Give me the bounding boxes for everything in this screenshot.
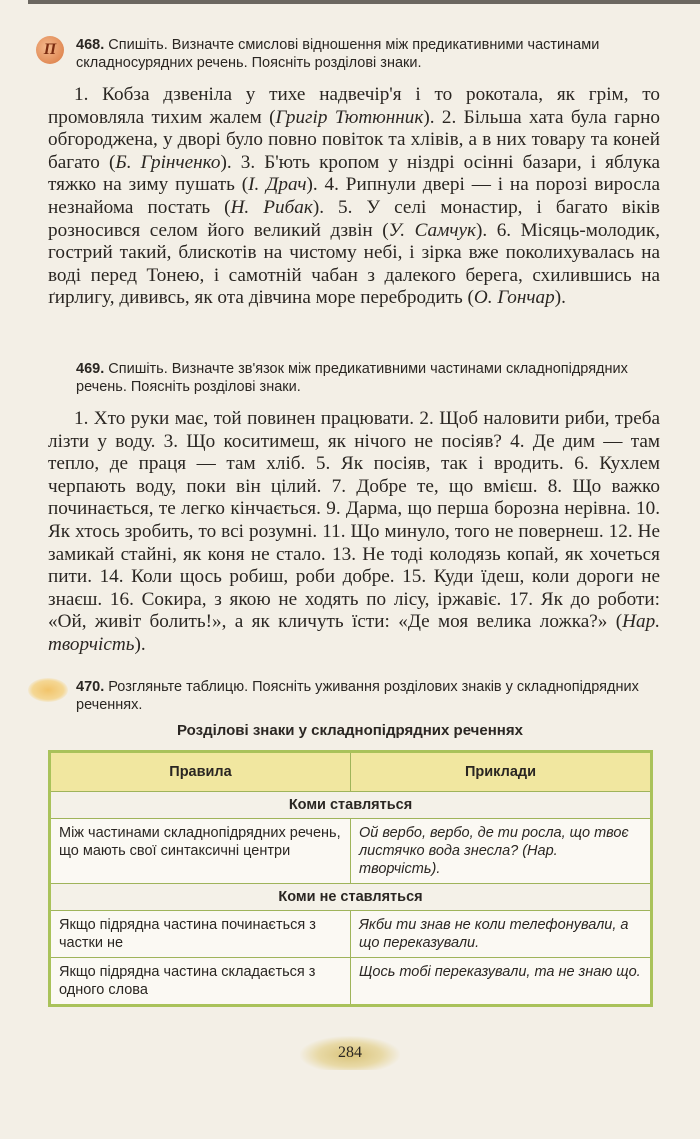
author: Н. Рибак	[230, 196, 313, 218]
exercise-instruction: Спишіть. Визначте зв'язок між предикативними частинами складнопідрядних речень. Поясніть розділові знаки.	[76, 361, 628, 395]
exercise-469	[28, 360, 660, 657]
author: У. Самчук	[388, 219, 477, 241]
leaf-icon	[28, 678, 68, 702]
author: Нар. творчість	[48, 611, 660, 655]
rule-cell: Якщо підрядна частина починається з частки не	[50, 911, 351, 958]
text-fragment: ). 6. Місяць-молодик, гострий такий, блискотів на чистому небі, і зірка вже поколихувалась на воді перед Тонею, і самотній чабан з далекого берега, схилившись на ґирлигу, дививсь, як ота дівчина море перебродить (	[48, 219, 661, 309]
author: Григір Тютюнник	[275, 106, 424, 128]
example-cell: Щось тобі переказували, та не знаю що.	[351, 958, 652, 1006]
exercise-number: 469.	[76, 361, 105, 377]
exercise-instruction: Спишіть. Визначте смислові відношення між предикативними частинами складносурядних речень. Поясніть розділові знаки.	[76, 37, 600, 71]
text-fragment: ).	[134, 633, 146, 655]
text-fragment: 1. Хто руки має, той повинен працювати. 2. Щоб наловити риби, треба лізти у воду. 3. Що коситимеш, як нічого не посіяв? 4. Де дим — там тепло, де праця — там хліб. 5. Як посіяв, так і вродить. 6. Кухлем черпають воду, поки він цілий. 7. Добре те, що вмієш. 8. Що важко починається, те легко кінчається. 9. Дарма, що перша борозна нерівна. 10. Як хтось зробить, то всі розумні. 11. Що минуло, того не повернеш. 12. Не замикай стайні, як коня не стало. 13. Не тоді колодязь копай, як хочеться пити. 14. Коли щось робиш, роби добре. 15. Куди їдеш, коли дороги не знаєш. 16. Сокира, з якою не ходять по лісу, іржавіє. 17. Як до роботи: «Ой, живіт болить!», а як кличуть їсти: «Де моя велика ложка?» (	[48, 408, 660, 633]
rule-cell: Між частинами складнопідрядних речень, що мають свої синтаксичні центри	[50, 819, 351, 884]
text-fragment: ). 5. У селі монастир, і багато віків розносився селом його великий дзвін (	[48, 196, 660, 241]
exercise-instruction: Розгляньте таблицю. Поясніть уживання розділових знаків у складнопідрядних реченнях.	[76, 679, 639, 713]
example-cell: Ой вербо, вербо, де ти росла, що твоє листячко вода знесла? (Нар. творчість).	[351, 819, 652, 884]
text-fragment: ). 2. Більша хата була гарно обгороджена, у дворі було повно повіток та хлівів, а в них товару та коней багато (	[48, 106, 660, 173]
column-header-rules: Правила	[50, 752, 351, 792]
punctuation-rules-table	[48, 750, 653, 1007]
exercise-469-header	[28, 360, 660, 396]
text-fragment: 1. Кобза дзвеніла у тихе надвечір'я і то рокотала, як грім, то промовляла тихим жалем (	[48, 84, 660, 128]
table-row	[50, 958, 652, 1006]
table-section-row	[50, 884, 652, 911]
text-fragment: ). 3. Б'ють кропом у ніздрі осінні базари, і яблука тяжко на зиму пушать (	[48, 151, 660, 196]
author: Б. Грінченко	[115, 151, 221, 173]
rule-cell: Якщо підрядна частина складається з одного слова	[50, 958, 351, 1006]
table-header-row	[50, 752, 652, 792]
column-header-examples: Приклади	[351, 752, 652, 792]
example-cell: Якби ти знав не коли телефонували, а що переказували.	[351, 911, 652, 958]
table-title: Розділові знаки у складнопідрядних реченнях	[177, 722, 523, 739]
exercise-468-header	[28, 36, 660, 72]
exercise-469-text	[28, 408, 660, 657]
section-commas-used: Коми ставляться	[50, 792, 652, 819]
exercise-number: 470.	[76, 679, 105, 695]
exercise-marker-badge: П	[36, 36, 64, 64]
exercise-468	[28, 36, 660, 310]
text-fragment: ).	[554, 287, 566, 309]
text-fragment: ). 4. Рипнули двері — і на порозі виросла незнайома постать (	[48, 174, 660, 218]
section-commas-not-used: Коми не ставляться	[50, 884, 652, 911]
exercise-470-header	[28, 678, 660, 714]
exercise-470	[28, 678, 660, 714]
exercise-468-text	[28, 84, 660, 310]
table-row	[50, 819, 652, 884]
table-row	[50, 911, 652, 958]
page-number: 284	[300, 1036, 400, 1070]
author: І. Драч	[248, 174, 307, 196]
table-section-row	[50, 792, 652, 819]
author: О. Гончар	[473, 287, 555, 309]
top-rule	[28, 0, 700, 4]
exercise-number: 468.	[76, 37, 105, 53]
